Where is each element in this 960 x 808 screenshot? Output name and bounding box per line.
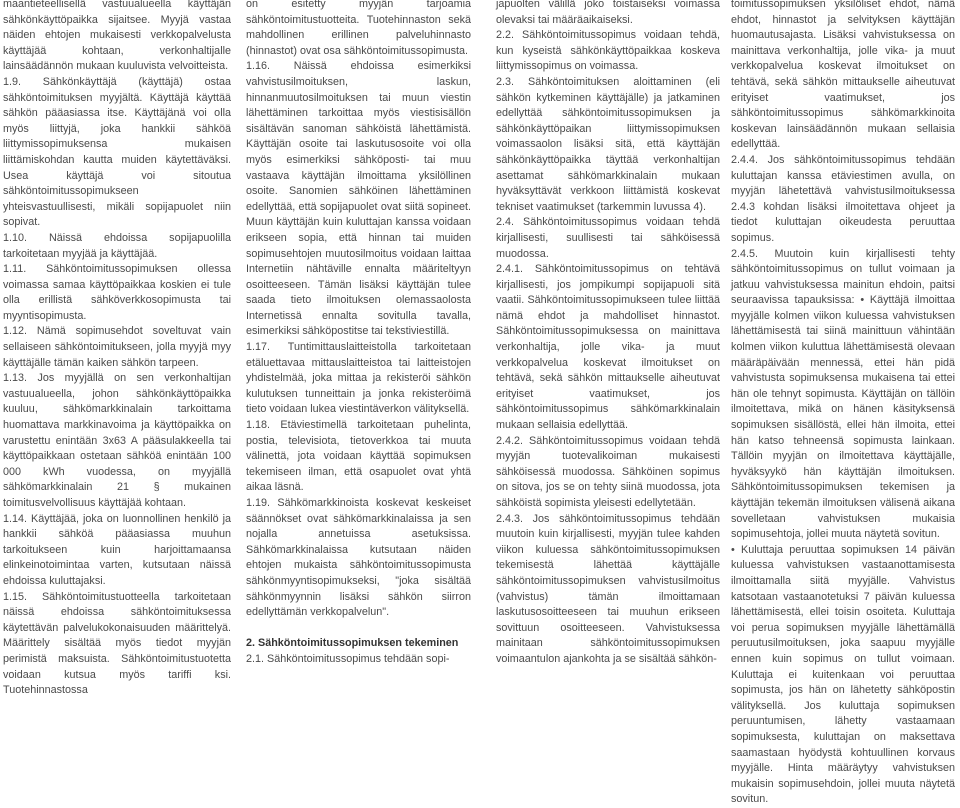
paragraph: on esitetty myyjän tarjoamia sähköntoimitustuotteita. Tuotehinnaston sekä mahdollinen erillinen palveluhinnasto (hinnastot) ovat osa sähköntoimitussopimusta. [246, 0, 471, 57]
paragraph: 2.1. Sähköntoimitussopimus tehdään sopi- [246, 652, 450, 665]
paragraph: 1.16. Näissä ehdoissa esimerkiksi vahvistusilmoituksen, laskun, hinnanmuutosilmoituksen tai muun viestin lähettäminen tarkoittaa myös viestisisällön sisältävän sanoman sähköistä lähettämistä. Käyttäjän osoite tai laskutusosoite voi olla myös esimerkiksi sähköposti- tai muu vastaava käyttäjän ilmoittama yksilöllinen osoite. Sanomien sähköinen lähettäminen edellyttää, että sopijapuolet ovat siitä sopineet. Muun käyttäjän kuin kuluttajan kanssa voidaan erikseen sopia, että hinnan tai muiden sopimusehtojen muutosilmoitus voidaan laittaa Internetiin nähtäville ennalta määriteltyyn osoitteeseen. Tämän lisäksi käyttäjän tulee saada tieto ilmoituksen olemassaolosta Internetissä ennalta sovitulla tavalla, esimerkiksi sähköpostitse tai tekstiviestillä. [246, 60, 471, 338]
text-column-2 [246, 0, 471, 672]
paragraph: 2.4.2. Sähköntoimitussopimus voidaan tehdä myyjän tuotevalikoiman mukaisesti sähköisessä muodossa. Sähköinen sopimus on sitova, jos se on tehty siinä muodossa, jota sähköistä sopimista yleisesti edellytetään. [496, 434, 720, 509]
paragraph: 1.18. Etäviestimellä tarkoitetaan puhelinta, postia, televisiota, tietoverkkoa tai muuta välinettä, jota voidaan käyttää sopimuksen tekemiseen ilman, että osapuolet ovat yhtä aikaa läsnä. [246, 419, 471, 494]
text-column-1 [3, 0, 231, 697]
paragraph: 2.4.5. Muutoin kuin kirjallisesti tehty sähköntoimitussopimus on tullut voimaan ja jatkuu vahvistuksessa mainitun ehdoin, paitsi seuraavissa tapauksissa: • Käyttäjä ilmoittaa myyjälle kolmen viikon kuluessa vahvistuksen lähettämisestä tai siinä mainittuun vähintään kolmen viikon kuluttua lähettämisestä olevaan määräpäivään mennessä, ettei hän pidä vahvistusta sopimuksensa mukaisena tai ettei hän ole tehnyt sopimusta. Käyttäjän on tällöin ilmoitettava, mikä on hänen käsityksensä sopimuksen sisällöstä, ellei hän ilmoita, ettei hän katso tehneensä sopimusta lainkaan. Tällöin myyjän on ilmoitettava käyttäjälle, hyväksyykö hän käyttäjän ilmoituksen. Sähköntoimitussopimuksen tekemisen ja käyttäjän tekemän ilmoituksen välisenä aikana sovelletaan vahvistuksen mukaisia sopimusehtoja, jollei muuta näytetä sovitun. [731, 247, 955, 541]
paragraph: 1.13. Jos myyjällä on sen verkonhaltijan vastuualueella, johon sähkönkäyttöpaikka kuuluu, sähkömarkkinalain tarkoittama huomattava markkinavoima ja käyttöpaikka on varustettu enintään 3x63 A pääsulakkeella tai käyttöpaikkaan ostetaan sähköä enintään 100 000 kWh vuodessa, on myyjällä sähkömarkkinalain 21 § mukainen toimitusvelvollisuus käyttäjää kohtaan. [3, 372, 231, 509]
section-heading: 2. Sähköntoimitussopimuksen tekeminen [246, 637, 459, 650]
paragraph: 2.2. Sähköntoimitussopimus voidaan tehdä, kun kyseistä sähkönkäyttöpaikkaa koskeva liittymissopimus on voimassa. [496, 29, 720, 73]
paragraph: 1.19. Sähkömarkkinoista koskevat keskeiset säännökset ovat sähkömarkkinalaissa ja sen nojalla annetuissa asetuksissa. Sähkömarkkinalaissa kutsutaan näiden ehtojen mukaista sähköntoimitussopimusta sähkönmyyntisopimukseksi, "joka sisältää sähkönmyynnin lisäksi sähkön siirron edellyttämän verkkopalvelun". [246, 497, 471, 619]
paragraph: 2.4.4. Jos sähköntoimitussopimus tehdään kuluttajan kanssa etäviestimen avulla, on myyjän lähetettävä vahvistusilmoituksessa 2.4.3 kohdan lisäksi ilmoitettava ohjeet ja tiedot kuluttajan oikeudesta peruuttaa sopimus. [731, 153, 955, 244]
paragraph: 1.14. Käyttäjää, joka on luonnollinen henkilö ja hankkii sähköä pääasiassa muuhun tarkoitukseen kuin harjoittamaansa elinkeinotoimintaa varten, kutsutaan näissä ehdoissa kuluttajaksi. [3, 512, 231, 587]
paragraph: 1.10. Näissä ehdoissa sopijapuolilla tarkoitetaan myyjää ja käyttäjää. [3, 231, 231, 260]
paragraph: 2.3. Sähköntoimituksen aloittaminen (eli sähkön kytkeminen käyttäjälle) ja jatkaminen edellyttää sähköntoimitussopimuksen ja sähkönkäyttöpaikan liittymissopimuksen voimassaolon lisäksi sitä, että käyttäjän sähkönkäyttöpaikka täyttää verkonhaltijan asettamat sähkömarkkinalain mukaan hyväksyttävät verkkoon liittämistä koskevat tekniset vaatimukset (tarkemmin luvussa 4). [496, 75, 720, 213]
paragraph: 1.9. Sähkönkäyttäjä (käyttäjä) ostaa sähköntoimituksen myyjältä. Käyttäjä käyttää sähkön pääasiassa itse. Käyttäjänä voi olla myös liittyjä, joka hankkii sähköä liittymissopimuksensa mukaisen liittämiskohdan kautta muiden käytettäväksi. Usea käyttäjä voi sitoutua sähköntoimitussopimukseen yhteisvastuullisesti, mikäli sopijapuolet niin sopivat. [3, 75, 231, 229]
paragraph: 2.4. Sähköntoimitussopimus voidaan tehdä kirjallisesti, suullisesti tai sähköisessä muodossa. [496, 216, 720, 260]
paragraph: 2.4.3. Jos sähköntoimitussopimus tehdään muutoin kuin kirjallisesti, myyjän tulee kahden viikon kuluessa sähköntoimitussopimuksen tekemisestä lähettää käyttäjälle sähköntoimitussopimuksen vahvistusilmoitus (vahvistus) tämän ilmoittamaan laskutusosoitteeseen tai muuhun erikseen sovittuun osoitteeseen. Vahvistuksessa mainitaan sähköntoimitussopimuksen voimaantulon ajankohta ja se sisältää sähkön- [496, 512, 720, 665]
paragraph: maantieteellisellä vastuualueella käyttäjän sähkönkäyttöpaikka sijaitsee. Myyjä vastaa näiden ehtojen mukaisesti verkkopalvelusta käyttäjää kohtaan, verkonhaltijalle lainsäädännön mukaan kuuluvista velvoitteista. [3, 0, 231, 73]
paragraph: 1.11. Sähköntoimitussopimuksen ollessa voimassa samaa käyttöpaikkaa koskien ei tule olla erillistä sähköverkkosopimusta tai myyntisopimusta. [3, 263, 231, 322]
paragraph: 2.4.1. Sähköntoimitussopimus on tehtävä kirjallisesti, jos jompikumpi sopijapuoli sitä vaatii. Sähköntoimitussopimukseen tulee liittää nämä ehdot ja mahdolliset hinnastot. Sähköntoimitussopimuksessa on mainittava verkonhaltija, jolle vika- ja muut verkkopalvelua koskevat ilmoitukset on tehtävä, sekä sähkön mittaukselle aiheutuvat erityiset vaatimukset, jos sähköntoimitussopimus sähkömarkkinalain mukaan sellaisia edellyttää. [496, 263, 720, 432]
text-column-3 [496, 0, 720, 672]
paragraph: 1.12. Nämä sopimusehdot soveltuvat vain sellaiseen sähköntoimitukseen, jolla myyjä myy käyttäjälle tämän kaiken sähkön tarpeen. [3, 325, 231, 369]
text-column-4 [731, 0, 955, 806]
paragraph: • Kuluttaja peruuttaa sopimuksen 14 päivän kuluessa vahvistuksen vastaanottamisesta ilmoittamalla siitä myyjälle. Vahvistus katsotaan vastaanotetuksi 7 päivän kuluessa lähettämisestä, ellei toisin osoiteta. Kuluttaja voi perua sopimuksen myyjälle lähettämällä peruutusilmoituksen, joka saapuu myyjälle ennen kuin sopimus on tullut voimaan. Kuluttaja ei kuitenkaan voi peruuttaa sopimusta, jos hän on lähetetty sähköpostin välityksellä. Jos kuluttaja sopimuksen peruuntumisen, lähetty vastaamaan sopimuksesta, kuluttajan on maksettava saamastaan hyödystä kohtuullinen korvaus myyjälle. Hinta määräytyy vahvistuksen mukaisin sopimusehdoin, jollei muuta näytetä sovitun. [731, 543, 955, 806]
paragraph: japuolten välillä joko toistaiseksi voimassa olevaksi tai määräaikaiseksi. [496, 0, 720, 26]
paragraph: 1.17. Tuntimittauslaitteistolla tarkoitetaan etäluettavaa mittauslaitteistoa tai laitteistojen yhdistelmää, joka mittaa ja rekisteröi sähkön kulutuksen tunneittain ja jonka rekisteröimä tieto voidaan lukea viestintäverkon välityksellä. [246, 341, 471, 416]
paragraph: 1.15. Sähköntoimitustuotteella tarkoitetaan näissä ehdoissa sähköntoimituksessa käytettävän palvelukokonaisuuden määrittelyä. Määrittely sisältää myös tiedot myyjän perimistä maksuista. Sähköntoimitustuotetta voidaan kutsua myös tariffi ksi. Tuotehinnastossa [3, 590, 231, 697]
paragraph: toimitussopimuksen yksilöliset ehdot, nämä ehdot, hinnastot ja selvityksen käyttäjän huomautusajasta. Lisäksi vahvistuksessa on mainittava verkonhaltija, jolle vika- ja muut verkkopalvelua koskevat ilmoitukset on tehtävä, sekä sähkön mittaukselle aiheutuvat erityiset vaatimukset, jos sähköntoimitussopimus sähkömarkkinoita koskevan lainsäädännön mukaan sellaisia edellyttää. [731, 0, 955, 151]
